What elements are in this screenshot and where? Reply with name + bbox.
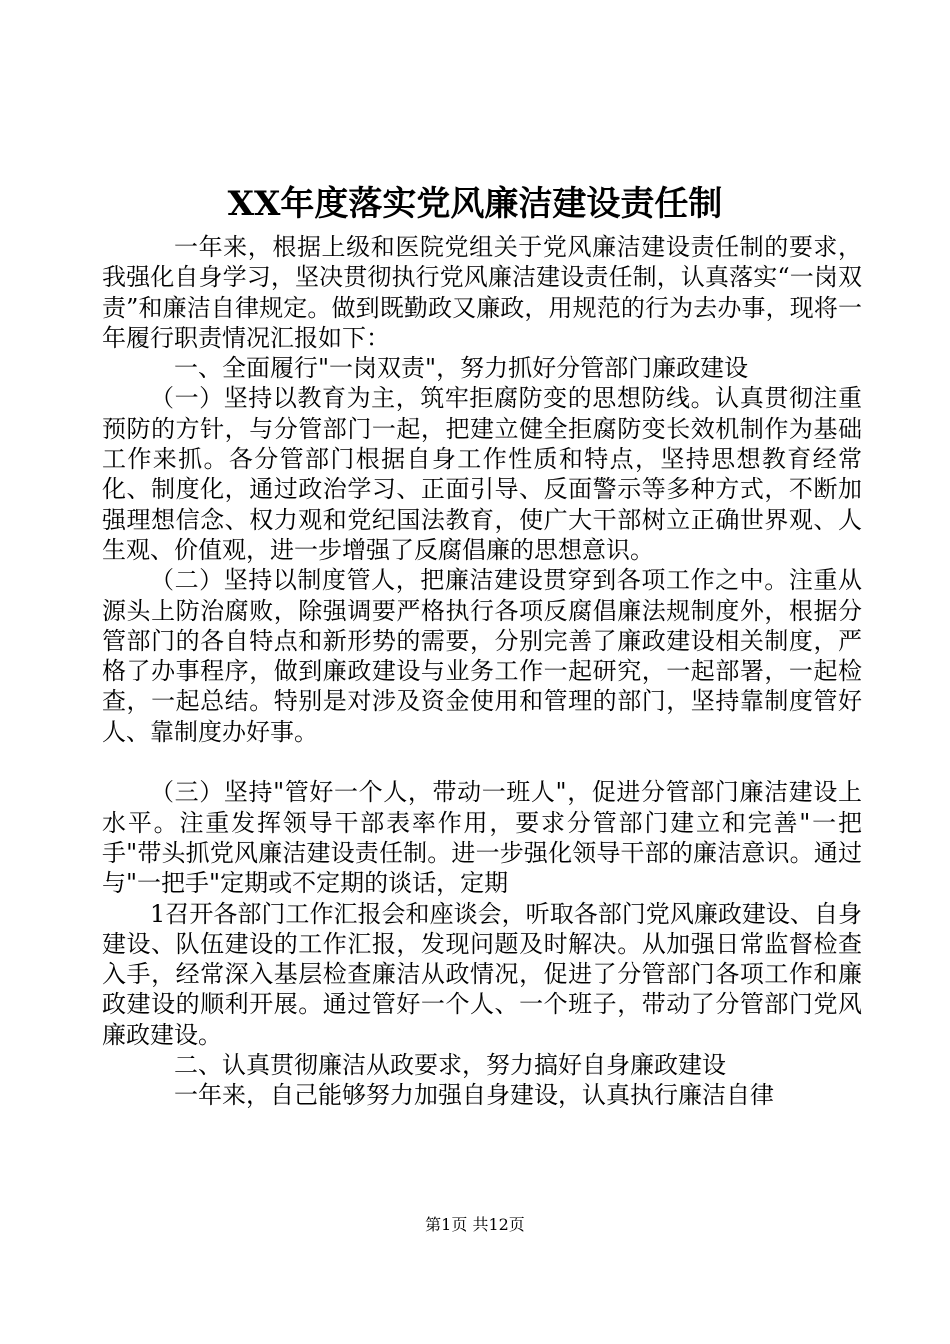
section-heading-2: 二、认真贯彻廉洁从政要求，努力搞好自身廉政建设 <box>174 1051 726 1080</box>
page-title: XX年度落实党风廉洁建设责任制 <box>227 184 723 224</box>
blank-line <box>102 747 862 777</box>
paragraph-item-2: （二）坚持以制度管人，把廉洁建设贯穿到各项工作之中。注重从源头上防治腐败，除强调要严格执行各项反腐倡廉法规制度外，根据分管部门的各自特点和新形势的需要，分别完善了廉政建设相关制度，严格了办事程序，做到廉政建设与业务工作一起研究，一起部署，一起检查，一起总结。特别是对涉及资金使用和管理的部门，坚持靠制度管好人、靠制度办好事。 <box>102 566 862 746</box>
section-heading-1: 一、全面履行"一岗双责"，努力抓好分管部门廉政建设 <box>174 354 749 383</box>
paragraph-intro: 一年来，根据上级和医院党组关于党风廉洁建设责任制的要求，我强化自身学习，坚决贯彻执行党风廉洁建设责任制，认真落实“一岗双责”和廉洁自律规定。做到既勤政又廉政，用规范的行为去办事，现将一年履行职责情况汇报如下： <box>102 233 862 352</box>
paragraph-item-3: （三）坚持"管好一个人，带动一班人"，促进分管部门廉洁建设上水平。注重发挥领导干部表率作用，要求分管部门建立和完善"一把手"带头抓党风廉洁建设责任制。进一步强化领导干部的廉洁意识。通过与"一把手"定期或不定期的谈话，定期 <box>102 778 862 898</box>
page-number: 第1页 共12页 <box>425 1215 525 1234</box>
paragraph-section-2: 一年来，自己能够努力加强自身建设，认真执行廉洁自律 <box>174 1081 774 1110</box>
paragraph-item-1: （一）坚持以教育为主，筑牢拒腐防变的思想防线。认真贯彻注重预防的方针，与分管部门一起，把建立健全拒腐防变长效机制作为基础工作来抓。各分管部门根据自身工作性质和特点，坚持思想教育经常化、制度化，通过政治学习、正面引导、反面警示等多种方式，不断加强理想信念、权力观和党纪国法教育，使广大干部树立正确世界观、人生观、价值观，进一步增强了反腐倡廉的思想意识。 <box>102 384 862 564</box>
document-body <box>102 232 862 1111</box>
paragraph-continuation: 1召开各部门工作汇报会和座谈会，听取各部门党风廉政建设、自身建设、队伍建设的工作汇报，发现问题及时解决。从加强日常监督检查入手，经常深入基层检查廉洁从政情况，促进了分管部门各项工作和廉政建设的顺利开展。通过管好一个人、一个班子，带动了分管部门党风廉政建设。 <box>102 899 862 1049</box>
